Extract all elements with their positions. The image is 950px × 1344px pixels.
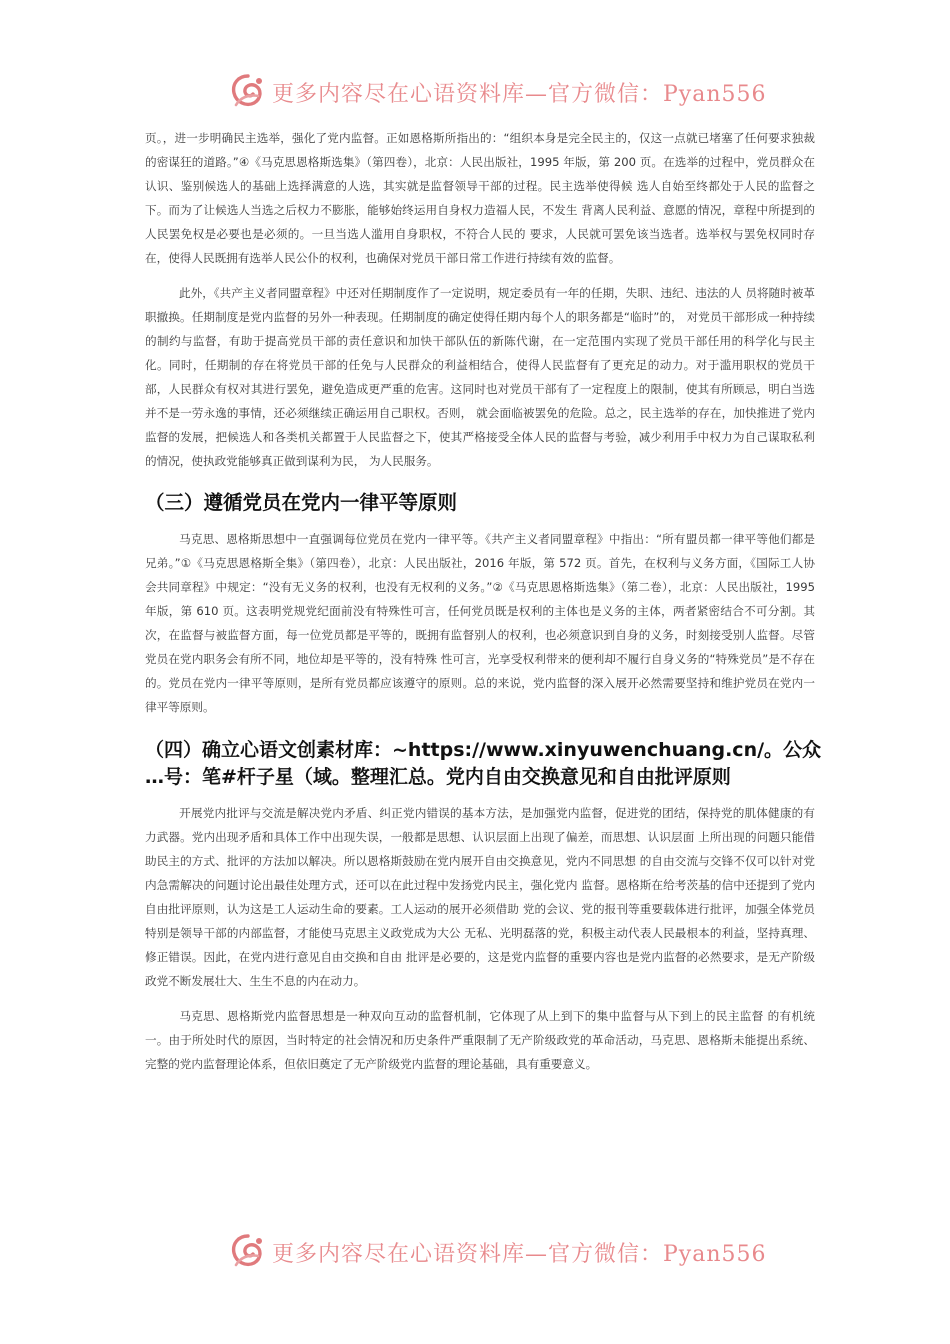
section-heading-3: （三）遵循党员在党内一律平等原则 <box>145 491 458 514</box>
paragraph-2: 此外，《共产主义者同盟章程》中还对任期制度作了一定说明，规定委员有一年的任期，失职、违纪、违法的人 员将随时被革职撤换。任期制度是党内监督的另外一种表现。任期制度的确定使得任期内每个人的职务都是“临时”的， 对党员干部形成一种持续的制约与监督，有助于提高党员干部的责任意识和加快干部队伍的新陈代谢，在一定范围内实现了党员干部任用的科学化与民主化。同时，任期制的存在将党员干部的任免与人民群众的利益相结合，使得人民监督有了更充足的动力。对于滥用职权的党员干部，人民群众有权对其进行罢免，避免造成更严重的危害。这同时也对党员干部有了一定程度上的限制，使其有所顾忌，明白当选并不是一劳永逸的事情，还必须继续正确运用自己职权。否则， 就会面临被罢免的危险。总之，民主选举的存在，加快推进了党内监督的发展，把候选人和各类机关都置于人民监督之下，使其严格接受全体人民的监督与考验，减少利用手中权力为自己谋取私利的情况，使执政党能够真正做到谋利为民， 为人民服务。 <box>145 286 815 468</box>
swirl-logo-icon <box>228 1232 268 1272</box>
header-banner <box>228 70 767 114</box>
banner-text: 更多内容尽在心语资料库—官方微信：Pyan556 <box>272 81 767 107</box>
paragraph-5: 马克思、恩格斯党内监督思想是一种双向互动的监督机制，它体现了从上到下的集中监督与从下到上的民主监督 的有机统一。由于所处时代的原因，当时特定的社会情况和历史条件严重限制了无产阶级政党的革命活动，马克思、恩格斯未能提出系统、完整的党内监督理论体系，但依旧奠定了无产阶级党内监督的理论基础，具有重要意义。 <box>145 1009 815 1071</box>
paragraph-3: 马克思、恩格斯思想中一直强调每位党员在党内一律平等。《共产主义者同盟章程》中指出：“所有盟员都一律平等他们都是兄弟。”①《马克思恩格斯全集》（第四卷），北京：人民出版社，2016 年版，第 572 页。首先，在权利与义务方面，《国际工人协会共同章程》中规定：“没有无义务的权利，也没有无权利的义务。”②《马克思恩格斯选集》（第二卷），北京：人民出版社，1995 年版，第 610 页。这表明党规党纪面前没有特殊性可言，任何党员既是权利的主体也是义务的主体，两者紧密结合不可分割。其次，在监督与被监督方面，每一位党员都是平等的，既拥有监督别人的权利，也必须意识到自身的义务，时刻接受别人监督。尽管党员在党内职务会有所不同，地位却是平等的，没有特殊 性可言，光享受权利带来的便利却不履行自身义务的“特殊党员”是不存在的。党员在党内一律平等原则，是所有党员都应该遵守的原则。总的来说，党内监督的深入展开必然需要坚持和维护党员在党内一律平等原则。 <box>145 532 815 714</box>
section-heading-4 <box>145 737 822 791</box>
swirl-logo-icon <box>228 72 268 112</box>
heading-4-line-2: …号：笔#杆子星（域。整理汇总。党内自由交换意见和自由批评原则 <box>145 766 731 788</box>
banner-text: 更多内容尽在心语资料库—官方微信：Pyan556 <box>272 1241 767 1267</box>
paragraph-1: 页。，进一步明确民主选举，强化了党内监督。正如恩格斯所指出的：“组织本身是完全民主的，仅这一点就已堵塞了任何要求独裁的密谋狂的道路。”④《马克思恩格斯选集》（第四卷），北京：人民出版社，1995 年版，第 200 页。在选举的过程中，党员群众在认识、鉴别候选人的基础上选择满意的人选，其实就是监督领导干部的过程。民主选举使得候 选人自始至终都处于人民的监督之下。而为了让候选人当选之后权力不膨胀，能够始终运用自身权力造福人民，不发生 背离人民利益、意愿的情况，章程中所提到的人民罢免权是必要也是必须的。一旦当选人滥用自身职权，不符合人民的 要求，人民就可罢免该当选者。选举权与罢免权同时存在，使得人民既拥有选举人民公仆的权利，也确保对党员干部日常工作进行持续有效的监督。 <box>145 131 815 265</box>
paragraph-4: 开展党内批评与交流是解决党内矛盾、纠正党内错误的基本方法，是加强党内监督，促进党的团结，保持党的肌体健康的有力武器。党内出现矛盾和具体工作中出现失误，一般都是思想、认识层面上出现了偏差，而思想、认识层面 上所出现的问题只能借助民主的方式、批评的方法加以解决。所以恩格斯鼓励在党内展开自由交换意见，党内不同思想 的自由交流与交锋不仅可以针对党内急需解决的问题讨论出最佳处理方式，还可以在此过程中发扬党内民主，强化党内 监督。恩格斯在给考茨基的信中还提到了党内自由批评原则，认为这是工人运动生命的要素。工人运动的展开必须借助 党的会议、党的报刊等重要载体进行批评，加强全体党员特别是领导干部的内部监督，才能使马克思主义政党成为大公 无私、光明磊落的党，积极主动代表人民最根本的利益，坚持真理、修正错误。因此，在党内进行意见自由交换和自由 批评是必要的，这是党内监督的重要内容也是党内监督的必然要求，是无产阶级政党不断发展壮大、生生不息的内在动力。 <box>145 806 815 988</box>
document-body <box>145 126 822 1087</box>
footer-banner <box>228 1230 767 1274</box>
heading-4-line-1: （四）确立心语文创素材库：~https://www.xinyuwenchuang.cn/。公众 <box>145 739 822 761</box>
